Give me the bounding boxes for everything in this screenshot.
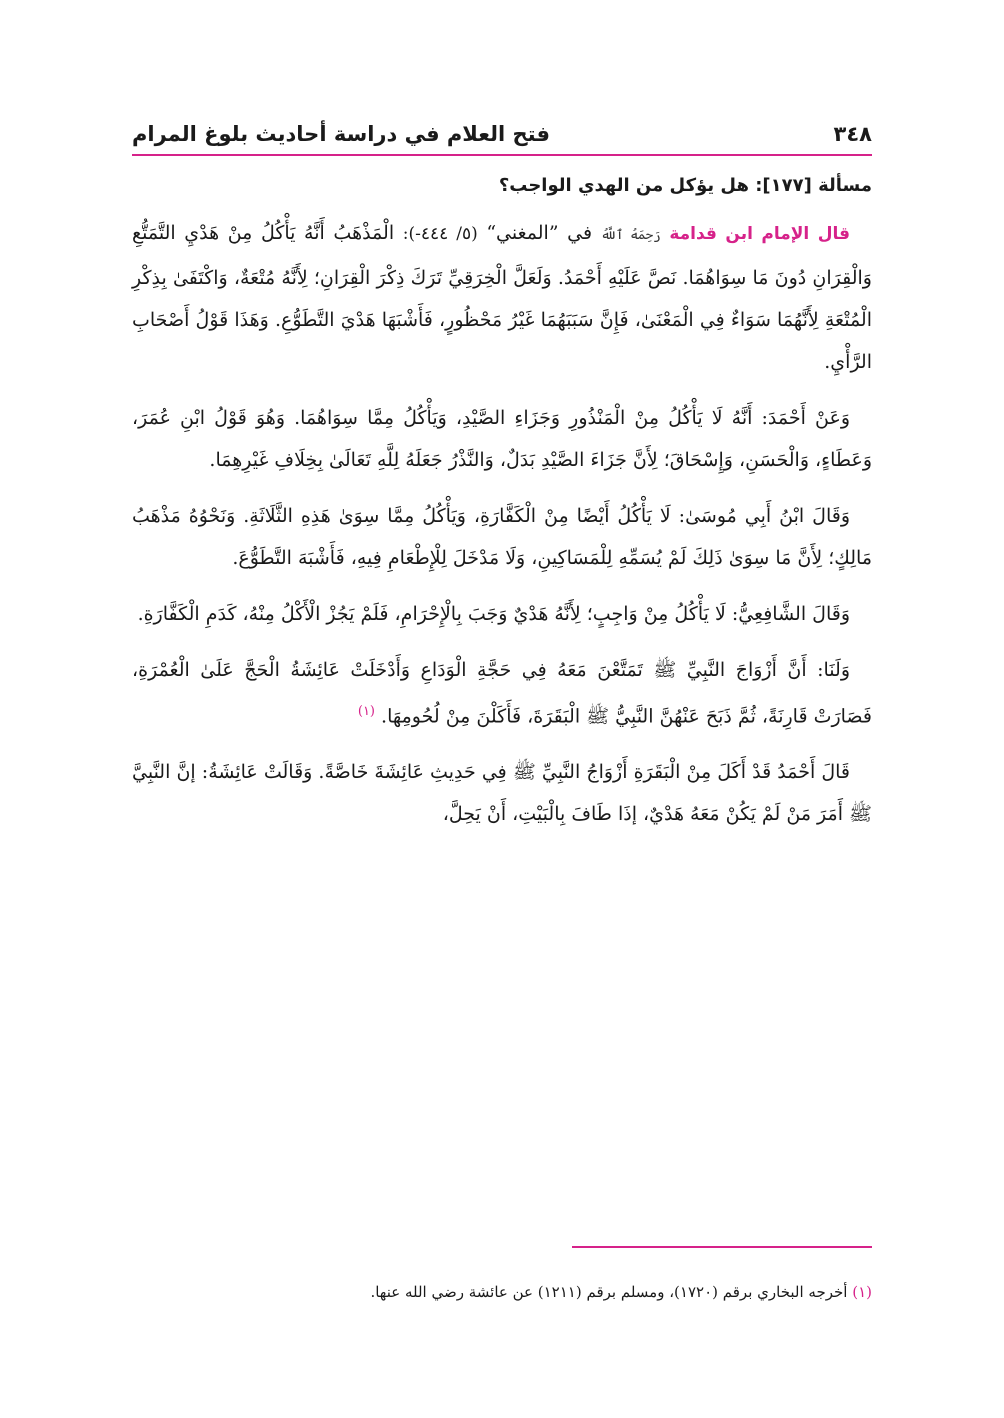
header-divider <box>132 154 872 156</box>
paragraph-ibn-abi-musa: وَقَالَ ابْنُ أَبِي مُوسَىٰ: لَا يَأْكُلُ أَيْضًا مِنْ الْكَفَّارَةِ، وَيَأْكُلُ مِمَّا سِوَىٰ هَذِهِ الثَّلَاثَةِ. وَنَحْوُهُ مَذْهَبُ مَالِكٍ؛ لِأَنَّ مَا سِوَىٰ ذَلِكَ لَمْ يُسَمِّهِ لِلْمَسَاكِينِ، وَلَا مَدْخَلَ لِلْإِطْعَامِ فِيهِ، فَأَشْبَهَ التَّطَوُّعَ. <box>132 505 872 569</box>
footnote-marker[interactable]: (١) <box>357 704 375 719</box>
paragraph-shafii: وَقَالَ الشَّافِعِيُّ: لَا يَأْكُلُ مِنْ وَاجِبٍ؛ لِأَنَّهُ هَدْيٌ وَجَبَ بِالْإِحْرَامِ، فَلَمْ يَجُزْ الْأَكْلُ مِنْهُ، كَدَمِ الْكَفَّارَةِ. <box>137 603 850 625</box>
paragraph-text: وَلَنَا: أَنَّ أَزْوَاجَ النَّبِيِّ ﷺ تَمَتَّعْنَ مَعَهُ فِي حَجَّةِ الْوَدَاعِ وَأَدْخَلَتْ عَائِشَةُ الْحَجَّ عَلَىٰ الْعُمْرَةِ، فَصَارَتْ قَارِنَةً، ثُمَّ ذَبَحَ عَنْهُنَّ النَّبِيُّ ﷺ الْبَقَرَةَ، فَأَكَلْنَ مِنْ لُحُومِهَا. <box>132 659 872 728</box>
footnote-number: (١) <box>852 1283 872 1301</box>
quoted-author: قال الإمام ابن قدامة <box>669 224 850 244</box>
page-header <box>132 112 872 156</box>
footnote-divider <box>572 1246 872 1248</box>
paragraph-evidence <box>132 649 872 737</box>
paragraph-ibn-qudamah <box>132 212 872 383</box>
footnote-text: أخرجه البخاري برقم (١٧٢٠)، ومسلم برقم (١٢١١) عن عائشة رضي الله عنها. <box>370 1283 848 1301</box>
issue-heading <box>132 175 872 196</box>
source-title: في ”المغني“ <box>486 222 593 244</box>
paragraph-ahmad-view: وَعَنْ أَحْمَدَ: أَنَّهُ لَا يَأْكُلُ مِنْ الْمَنْذُورِ وَجَزَاءِ الصَّيْدِ، وَيَأْكُلُ مِمَّا سِوَاهُمَا. وَهُوَ قَوْلُ ابْنِ عُمَرَ، وَعَطَاءٍ، وَالْحَسَنِ، وَإِسْحَاقَ؛ لِأَنَّ جَزَاءَ الصَّيْدِ بَدَلٌ، وَالنَّذْرُ جَعَلَهُ لِلَّهِ تَعَالَىٰ بِخِلَافِ غَيْرِهِمَا. <box>132 407 872 471</box>
source-reference: (٥/ ٤٤٤-): <box>402 224 478 244</box>
paragraph-text: الْمَذْهَبُ أَنَّهُ يَأْكُلُ مِنْ هَدْيِ التَّمَتُّعِ وَالْقِرَانِ دُونَ مَا سِوَاهُمَا. نَصَّ عَلَيْهِ أَحْمَدُ. وَلَعَلَّ الْخِرَقِيِّ تَرَكَ ذِكْرَ الْقِرَانِ؛ لِأَنَّهُ مُتْعَةٌ، وَاكْتَفَىٰ بِذِكْرِ الْمُتْعَةِ لِأَنَّهُمَا سَوَاءٌ فِي الْمَعْنَىٰ، فَإِنَّ سَبَبَهُمَا غَيْرُ مَحْظُورٍ، فَأَشْبَهَا هَدْيَ التَّطَوُّعِ. وَهَذَا قَوْلُ أَصْحَابِ الرَّأْيِ. <box>132 222 872 373</box>
page-body <box>132 175 872 849</box>
paragraph-ahmad-statement: قَالَ أَحْمَدُ قَدْ أَكَلَ مِنْ الْبَقَرَةِ أَزْوَاجُ النَّبِيِّ ﷺ فِي حَدِيثِ عَائِشَةَ خَاصَّةً. وَقَالَتْ عَائِشَةُ: إنَّ النَّبِيَّ ﷺ أَمَرَ مَنْ لَمْ يَكُنْ مَعَهُ هَدْيٌ، إذَا طَافَ بِالْبَيْتِ، أَنْ يَحِلَّ، <box>132 761 872 826</box>
issue-label: مسألة [١٧٧]: <box>755 175 872 196</box>
footnote <box>132 1278 872 1306</box>
page-number: ٣٤٨ <box>833 122 872 146</box>
honorific-glyph: رَحِمَهُ ٱللَّهُ <box>600 228 661 243</box>
book-title: فتح العلام في دراسة أحاديث بلوغ المرام <box>132 122 550 146</box>
issue-question: هل يؤكل من الهدي الواجب؟ <box>498 175 749 196</box>
